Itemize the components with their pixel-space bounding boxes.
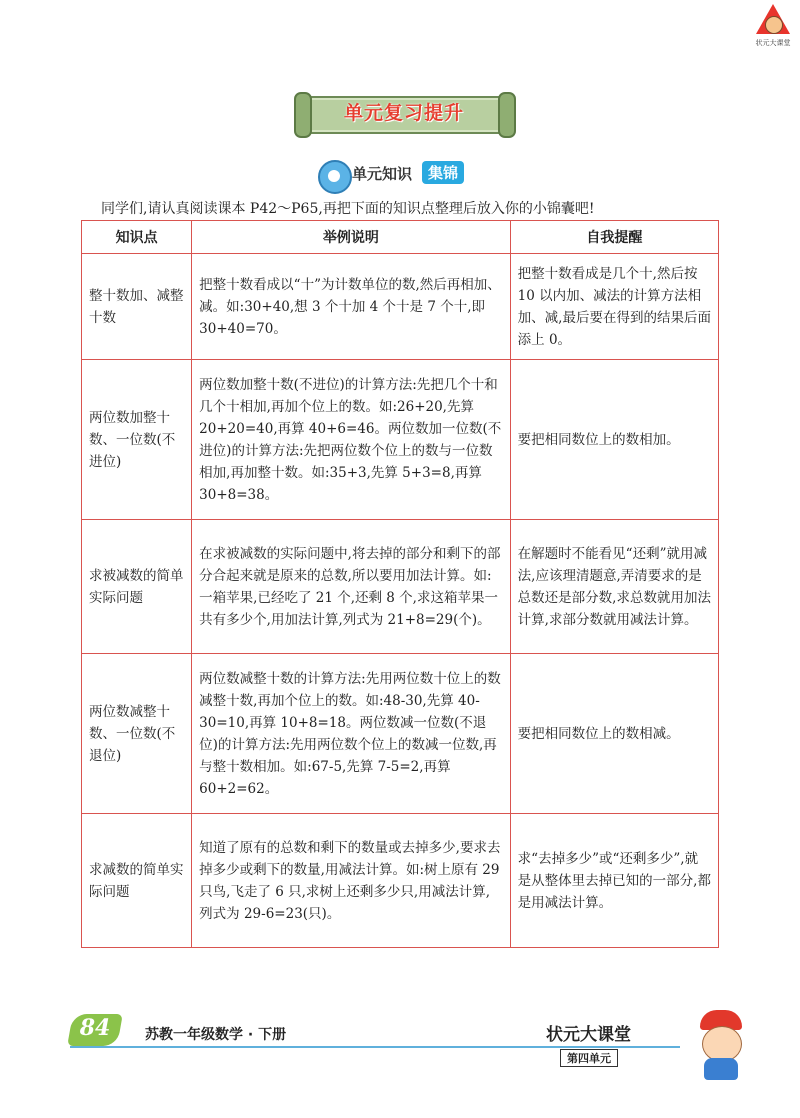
brand-name: 状元大课堂 [546, 1025, 631, 1045]
cell-point: 两位数加整十数、一位数(不进位) [82, 360, 192, 520]
mascot-icon [690, 1010, 752, 1080]
logo-caption: 状元大课堂 [755, 39, 791, 47]
cell-point: 整十数加、减整十数 [82, 254, 192, 360]
table-row [82, 360, 719, 520]
table-row [82, 254, 719, 360]
header-point: 知识点 [82, 221, 192, 254]
cell-example: 两位数加整十数(不进位)的计算方法:先把几个十和几个十相加,再加个位上的数。如:26+20,先算 20+20=40,再算 40+6=46。两位数加一位数(不进位)的计算方法:先把两位数个位上的数与一位数相加,再加整十数。如:35+3,先算 5+3=8,再算 30+8=38。 [192, 360, 511, 520]
cell-reminder: 求“去掉多少”或“还剩多少”,就是从整体里去掉已知的一部分,都是用减法计算。 [510, 814, 718, 948]
mascot-face [702, 1026, 742, 1062]
scroll-roll-right-icon [498, 92, 516, 138]
cell-example: 把整十数看成以“十”为计数单位的数,然后再相加、减。如:30+40,想 3 个十加 4 个十是 7 个十,即 30+40=70。 [192, 254, 511, 360]
cell-point: 求被减数的简单实际问题 [82, 520, 192, 654]
publisher-logo [750, 4, 796, 50]
cell-point: 求减数的简单实际问题 [82, 814, 192, 948]
cell-example: 知道了原有的总数和剩下的数量或去掉多少,要求去掉多少或剩下的数量,用减法计算。如:树上原有 29 只鸟,飞走了 6 只,求树上还剩多少只,用减法计算,列式为 29-6=23(只)。 [192, 814, 511, 948]
knowledge-table [81, 220, 719, 948]
cell-reminder: 要把相同数位上的数相加。 [510, 360, 718, 520]
header-reminder: 自我提醒 [510, 221, 718, 254]
section-title: 单元知识 [352, 165, 413, 183]
cell-example: 在求被减数的实际问题中,将去掉的部分和剩下的部分合起来就是原来的总数,所以要用加法计算。如:一箱苹果,已经吃了 21 个,还剩 8 个,求这箱苹果一共有多少个,用加法计算,列式为 21+8=29(个)。 [192, 520, 511, 654]
mouse-mascot-icon [318, 160, 352, 194]
section-tag: 集锦 [422, 161, 464, 184]
header-example: 举例说明 [192, 221, 511, 254]
table-row [82, 814, 719, 948]
table-row [82, 520, 719, 654]
cell-point: 两位数减整十数、一位数(不退位) [82, 654, 192, 814]
footer-divider [70, 1046, 680, 1048]
mascot-body [704, 1058, 738, 1080]
book-title: 苏教一年级数学 · 下册 [145, 1027, 287, 1043]
title-banner [286, 92, 522, 136]
cell-reminder: 要把相同数位上的数相减。 [510, 654, 718, 814]
page-title: 单元复习提升 [343, 102, 464, 124]
cell-reminder: 在解题时不能看见“还剩”就用减法,应该理清题意,弄清要求的是总数还是部分数,求总数就用加法计算,求部分数就用减法计算。 [510, 520, 718, 654]
cell-reminder: 把整十数看成是几个十,然后按 10 以内加、减法的计算方法相加、减,最后要在得到的结果后面添上 0。 [510, 254, 718, 360]
table-row [82, 654, 719, 814]
cell-example: 两位数减整十数的计算方法:先用两位数十位上的数减整十数,再加个位上的数。如:48-30,先算 40-30=10,再算 10+8=18。两位数减一位数(不退位)的计算方法:先用两位数个位上的数减一位数,再与整十数相加。如:67-5,先算 7-5=2,再算 60+2=62。 [192, 654, 511, 814]
intro-text: 同学们,请认真阅读课本 P42～P65,再把下面的知识点整理后放入你的小锦囊吧! [101, 201, 595, 217]
page-number: 84 [79, 1015, 111, 1041]
logo-face-icon [765, 16, 783, 34]
unit-label: 第四单元 [560, 1049, 618, 1067]
table-header-row [82, 221, 719, 254]
